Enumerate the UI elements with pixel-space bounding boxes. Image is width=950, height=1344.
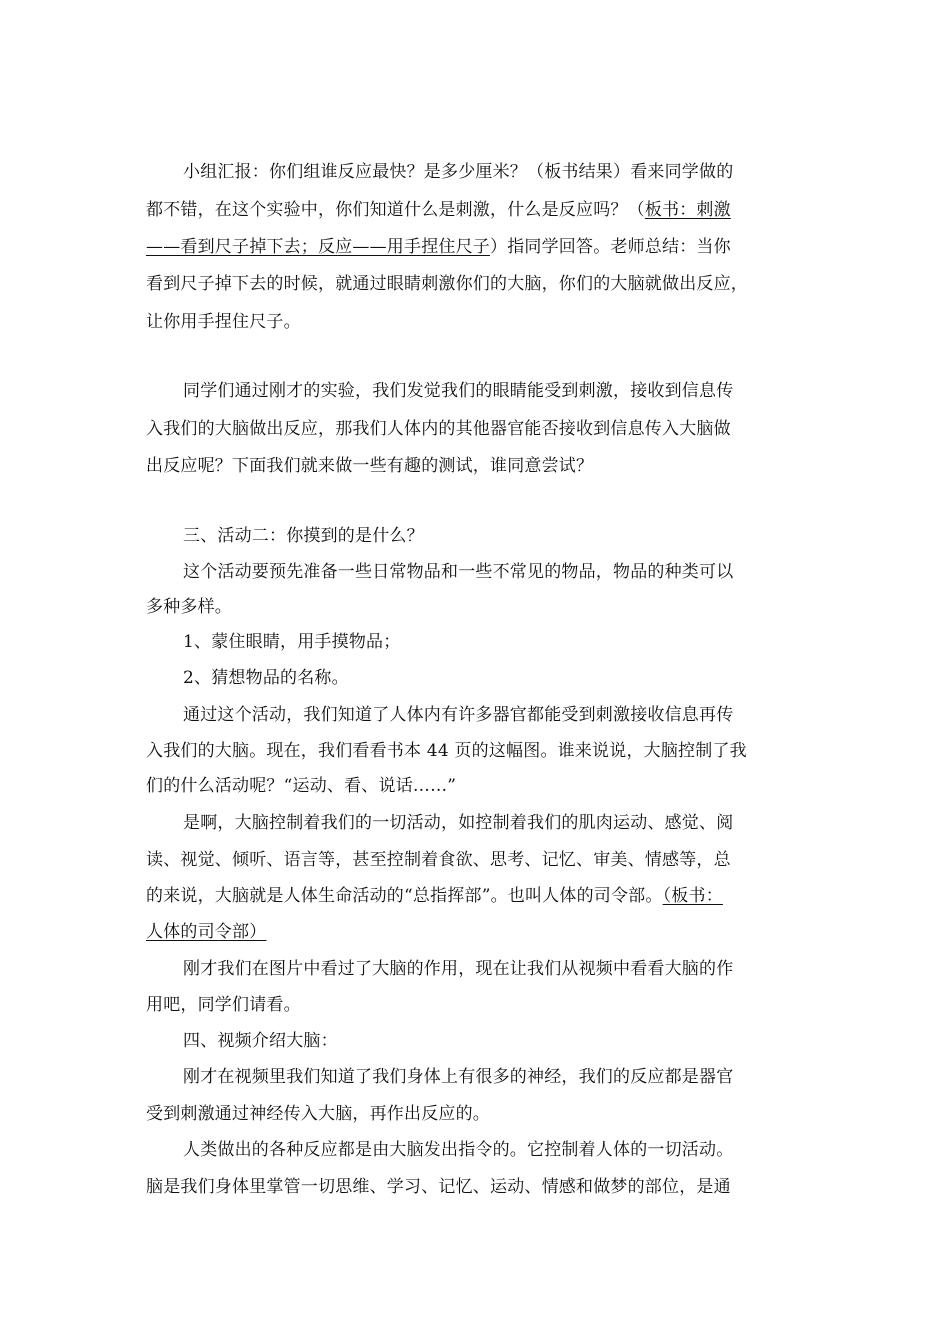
board-note: 人体的司令部） [146,922,267,942]
text-line: 刚才我们在图片中看过了大脑的作用，现在让我们从视频中看看大脑的作 [183,959,734,979]
list-item: 1、蒙住眼睛，用手摸物品； [183,632,401,652]
text-line: 受到刺激通过神经传入大脑，再作出反应的。 [146,1104,490,1124]
text-line: 刚才在视频里我们知道了我们身体上有很多的神经，我们的反应都是器官 [183,1067,734,1087]
text-line: 是啊，大脑控制着我们的一切活动，如控制着我们的肌肉运动、感觉、阅 [183,813,734,833]
text-line [146,921,266,943]
text-line: 同学们通过刚才的实验，我们发觉我们的眼睛能受到刺激，接收到信息传 [183,381,734,401]
text-line [146,199,731,221]
section-heading: 三、活动二：你摸到的是什么？ [183,526,424,546]
text-line: 出反应呢？下面我们就来做一些有趣的测试，谁同意尝试？ [146,456,594,476]
text-line: 通过这个活动，我们知道了人体内有许多器官都能受到刺激接收信息再传 [183,705,734,725]
board-note: （板书： [662,886,723,906]
board-note: 板书：刺激 [644,200,731,220]
text-line: 入我们的大脑做出反应，那我们人体内的其他器官能否接收到信息传入大脑做 [146,419,731,439]
text-line [146,236,731,258]
text-line: 用吧，同学们请看。 [146,995,301,1015]
text-line: 读、视觉、倾听、语言等，甚至控制着食欲、思考、记忆、审美、情感等，总 [146,850,731,870]
text-line: 入我们的大脑。现在，我们看看书本 44 页的这幅图。谁来说说，大脑控制了我 [146,741,747,761]
text-span: 的来说，大脑就是人体生命活动的“总指挥部”。也叫人体的司令部。 [146,886,663,906]
text-line: 们的什么活动呢？“运动、看、说话……” [146,776,457,796]
text-line: 脑是我们身体里掌管一切思维、学习、记忆、运动、情感和做梦的部位，是通 [146,1177,731,1197]
text-line: 人类做出的各种反应都是由大脑发出指令的。它控制着人体的一切活动。 [183,1140,734,1160]
text-line: 看到尺子掉下去的时候，就通过眼睛刺激你们的大脑，你们的大脑就做出反应， [146,274,748,294]
text-line: 小组汇报：你们组谁反应最快？是多少厘米？（板书结果）看来同学做的 [183,162,734,182]
text-span: ）指同学回答。老师总结：当你 [490,237,731,257]
list-item: 2、猜想物品的名称。 [183,668,349,688]
section-heading: 四、视频介绍大脑： [183,1031,338,1051]
text-line [146,885,723,907]
text-line: 多种多样。 [146,597,232,617]
text-span: 都不错，在这个实验中，你们知道什么是刺激，什么是反应吗？（ [146,200,645,220]
board-note: ——看到尺子掉下去；反应——用手捏住尺子 [146,237,490,257]
text-line: 让你用手捏住尺子。 [146,312,301,332]
text-line: 这个活动要预先准备一些日常物品和一些不常见的物品，物品的种类可以 [183,562,734,582]
